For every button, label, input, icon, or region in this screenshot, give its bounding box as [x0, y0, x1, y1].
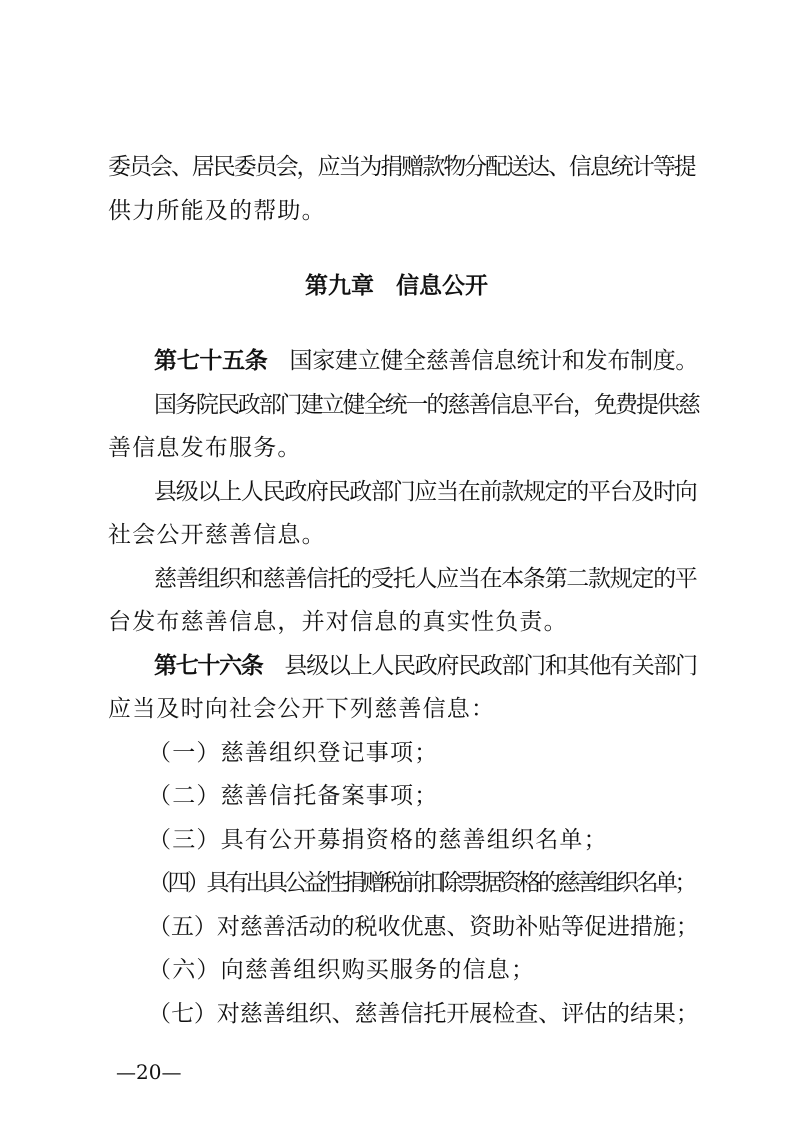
article-75-text: 国家建立健全慈善信息统计和发布制度。	[289, 348, 699, 374]
article-76-text-line1: 县级以上人民政府民政部门和其他有关部门	[284, 653, 697, 679]
article-76-text-line2: 应当及时向社会公开下列慈善信息：	[108, 696, 496, 722]
chapter-title: 信息公开	[396, 273, 488, 299]
list-item: （七）对慈善组织、慈善信托开展检查、评估的结果；	[148, 1001, 699, 1027]
article-75-para2-line2: 善信息发布服务。	[108, 435, 302, 461]
list-item: （一）慈善组织登记事项；	[148, 740, 439, 766]
list-item: （四）具有出具公益性捐赠税前扣除票据资格的慈善组织名单；	[148, 870, 694, 896]
list-item: （五）对慈善活动的税收优惠、资助补贴等促进措施；	[148, 914, 699, 940]
page-number: —20—	[116, 1060, 182, 1084]
article-75-para4-line2: 台发布慈善信息，并对信息的真实性负责。	[108, 609, 568, 635]
continuation-line-1: 委员会、居民委员会，应当为捐赠款物分配送达、信息统计等提	[108, 154, 695, 180]
list-item: （三）具有公开募捐资格的慈善组织名单；	[148, 827, 608, 853]
list-item: （二）慈善信托备案事项；	[148, 783, 439, 809]
article-76-label: 第七十六条	[154, 653, 263, 679]
article-75-para4-line1: 慈善组织和慈善信托的受托人应当在本条第二款规定的平	[154, 566, 697, 592]
article-75-label: 第七十五条	[154, 348, 268, 374]
article-75-first-line	[154, 344, 698, 378]
article-76-first-line	[154, 649, 697, 683]
article-75-para3-line1: 县级以上人民政府民政部门应当在前款规定的平台及时向	[154, 479, 697, 505]
article-75-para3-line2: 社会公开慈善信息。	[108, 522, 326, 548]
list-item: （六）向慈善组织购买服务的信息；	[148, 957, 536, 983]
chapter-number: 第九章	[305, 273, 374, 299]
chapter-heading	[0, 269, 793, 303]
continuation-line-2: 供力所能及的帮助。	[108, 198, 326, 224]
article-75-para2-line1: 国务院民政部门建立健全统一的慈善信息平台，免费提供慈	[154, 392, 699, 418]
